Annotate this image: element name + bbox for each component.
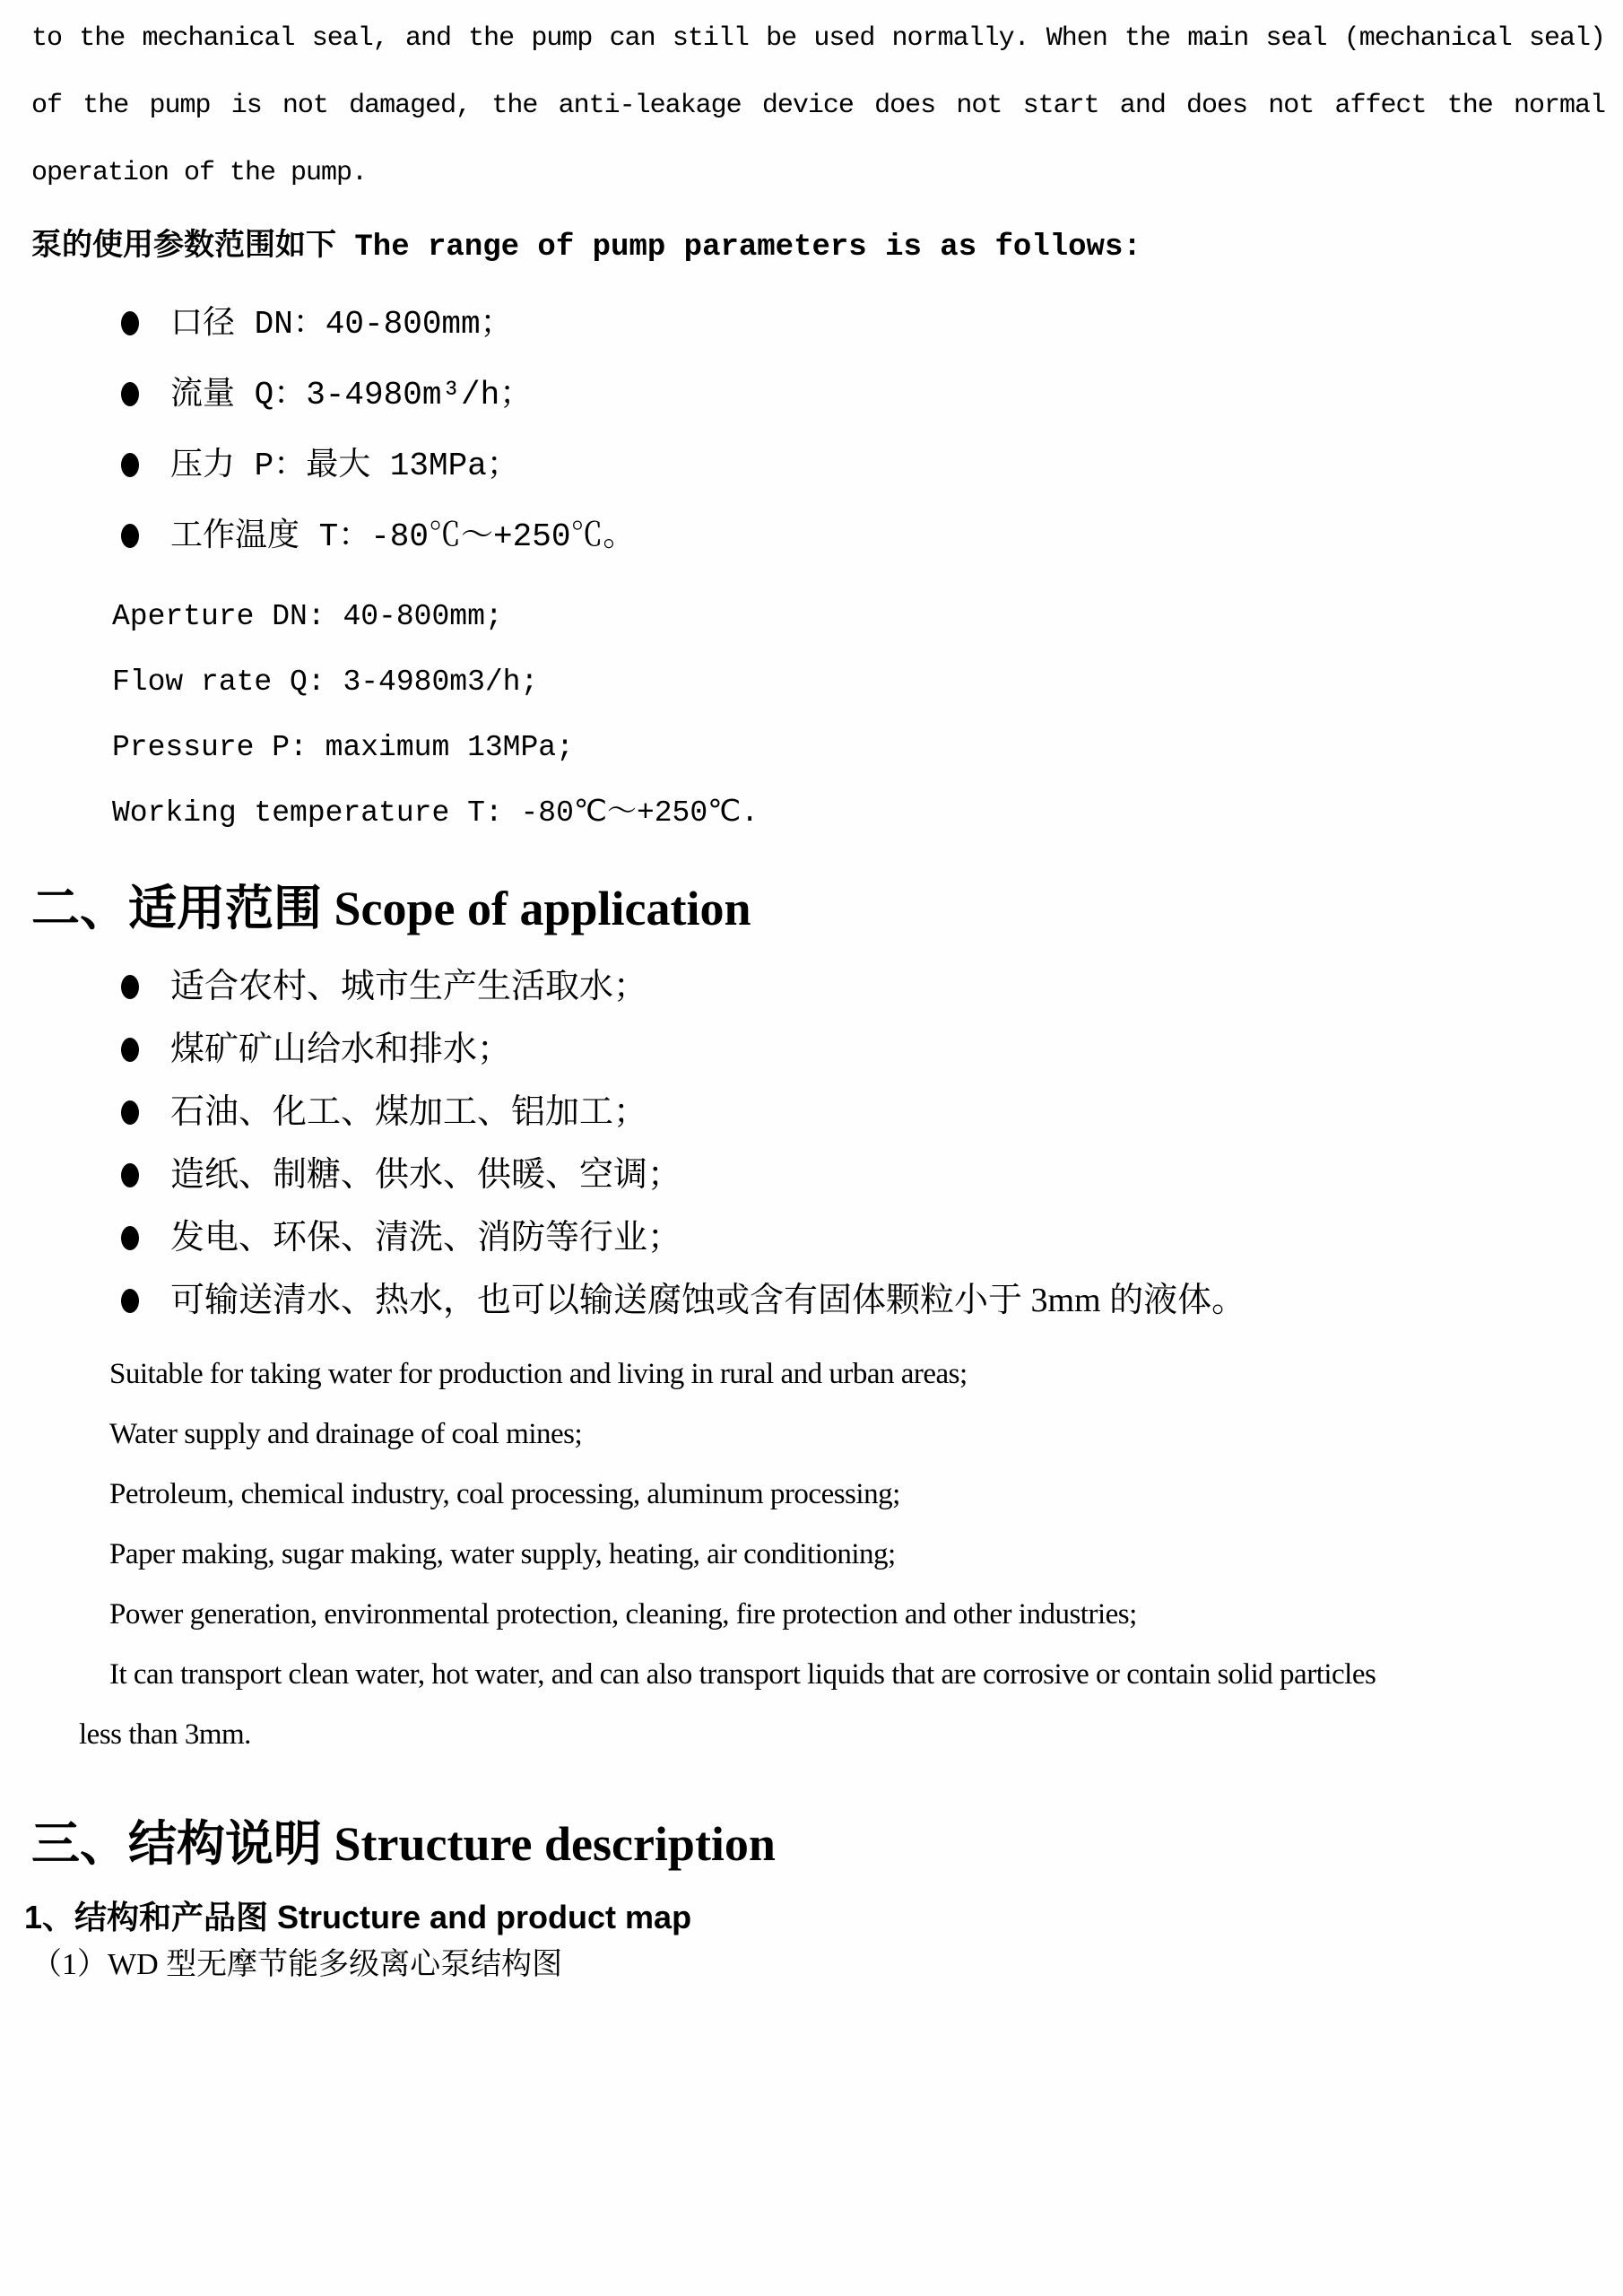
intro-paragraph <box>31 5 1605 207</box>
list-item <box>31 500 1605 571</box>
bullet-dot-icon <box>121 453 139 477</box>
paragraph-line: Power generation, environmental protection, cleaning, fire protection and other industries; <box>109 1598 1137 1631</box>
list-item-text: 适合农村、城市生产生活取水； <box>170 968 648 1005</box>
intro-line: to the mechanical seal, and the pump can still be used normally. When the main seal (mechanical seal) <box>31 23 1605 54</box>
list-item-text: 煤矿矿山给水和排水； <box>170 1031 512 1068</box>
list-item <box>31 1206 1605 1269</box>
list-item <box>31 1018 1605 1081</box>
paragraph-line: Paper making, sugar making, water supply, heating, air conditioning; <box>109 1538 896 1570</box>
list-item-text: 可输送清水、热水，也可以输送腐蚀或含有固体颗粒小于 3mm 的液体。 <box>170 1282 1246 1319</box>
list-item-text: 发电、环保、清洗、消防等行业； <box>170 1219 682 1257</box>
list-item <box>31 1081 1605 1144</box>
bullet-dot-icon <box>121 975 139 999</box>
subsection-item-wd-pump-diagram: （1）WD 型无摩节能多级离心泵结构图 <box>31 1948 563 1981</box>
paragraph-line: Water supply and drainage of coal mines; <box>109 1418 583 1450</box>
list-item <box>31 430 1605 500</box>
params-english-lines <box>112 584 1605 846</box>
list-item <box>31 359 1605 430</box>
bullet-dot-icon <box>121 311 139 335</box>
bullet-dot-icon <box>121 1100 139 1125</box>
paragraph-line: Suitable for taking water for production and living in rural and urban areas; <box>109 1358 968 1390</box>
list-item-text: 造纸、制糖、供水、供暖、空调； <box>170 1156 682 1194</box>
list-item <box>31 1144 1605 1206</box>
bullet-dot-icon <box>121 1038 139 1062</box>
params-header: 泵的使用参数范围如下 The range of pump parameters is as follows: <box>31 230 1141 265</box>
bullet-dot-icon <box>121 1226 139 1250</box>
list-item <box>31 955 1605 1018</box>
params-bullet-list <box>31 288 1605 571</box>
param-line: Pressure P: maximum 13MPa; <box>112 731 574 764</box>
list-item-text: 流量 Q：3-4980m³/h； <box>170 377 533 413</box>
bullet-dot-icon <box>121 1163 139 1187</box>
scope-bullet-list <box>31 955 1605 1332</box>
param-line: Flow rate Q: 3-4980m3/h; <box>112 665 539 699</box>
bullet-dot-icon <box>121 524 139 548</box>
intro-line: of the pump is not damaged, the anti-leakage device does not start and does not affect the normal <box>31 91 1605 121</box>
section-heading-scope: 二、适用范围 Scope of application <box>31 882 751 935</box>
bullet-dot-icon <box>121 1289 139 1313</box>
paragraph-line: It can transport clean water, hot water, and can also transport liquids that are corrosive or contain solid particles <box>109 1658 1376 1691</box>
param-line: Aperture DN: 40-800mm; <box>112 600 503 633</box>
list-item-text: 压力 P：最大 13MPa； <box>170 448 519 484</box>
intro-line: operation of the pump. <box>31 158 368 188</box>
list-item <box>31 1269 1605 1332</box>
list-item-text: 石油、化工、煤加工、铝加工； <box>170 1093 648 1131</box>
list-item <box>31 288 1605 359</box>
paragraph-line: less than 3mm. <box>79 1718 251 1751</box>
paragraph-line: Petroleum, chemical industry, coal processing, aluminum processing; <box>109 1478 900 1510</box>
scope-english-paragraph <box>31 1344 1605 1765</box>
list-item-text: 口径 DN：40-800mm； <box>170 306 513 343</box>
section-heading-structure: 三、结构说明 Structure description <box>31 1817 776 1871</box>
list-item-text: 工作温度 T：-80℃～+250℃。 <box>170 518 636 555</box>
subsection-heading-structure-map: 1、结构和产品图 Structure and product map <box>24 1899 692 1935</box>
bullet-dot-icon <box>121 382 139 406</box>
param-line: Working temperature T: -80℃～+250℃. <box>112 796 759 830</box>
